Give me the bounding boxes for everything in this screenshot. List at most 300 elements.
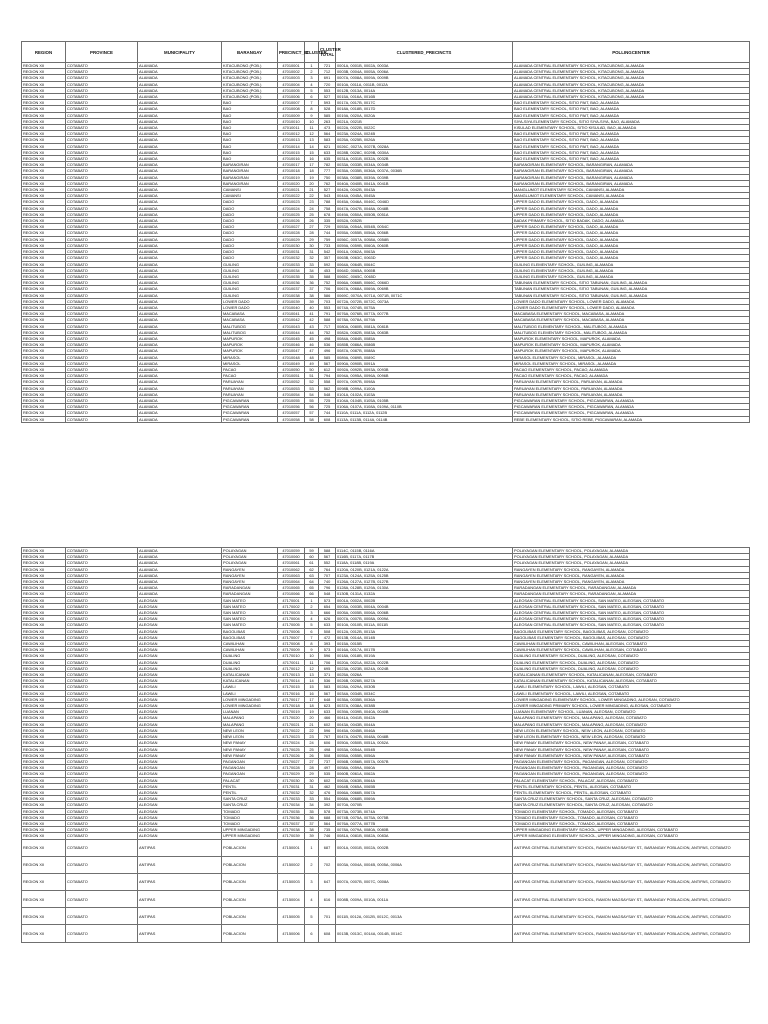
cell-cluster: 28 [305,765,319,771]
cell-precinct-id: 47170022 [278,727,305,733]
header-region: REGION [22,42,66,63]
cell-pollingcenter: LOWER DADO ELEMENTARY SCHOOL, LOWER DADO, ALAMADA [513,304,750,310]
cell-cluster-total: 593 [319,100,336,106]
cell-region: REGION XII [22,703,66,709]
cell-pollingcenter: ALAMADA CENTRAL ELEMENTARY SCHOOL, KITACUBONG, ALAMADA [513,75,750,81]
cell-pollingcenter: UPPER DADO ELEMENTARY SCHOOL, DADO, ALAMADA [513,249,750,255]
cell-clustered-precincts: 0035A, 0035B, 0036A, 0037A, 0036B [336,168,513,174]
cell-cluster: 27 [305,224,319,230]
cell-municipality: ALAMADA [138,379,222,385]
cell-barangay: KITACUBONG (POB.) [222,94,278,100]
cell-precinct-id: 47170023 [278,734,305,740]
header-cluster: CLUSTER [305,42,319,63]
cell-clustered-precincts: 0042A, 0042B, 0043A [336,187,513,193]
cell-barangay: LUANAN [222,709,278,715]
cell-pollingcenter: BAO ELEMENTARY SCHOOL, SITIO PAIT, BAO, ALAMADA [513,156,750,162]
cell-municipality: ALAMADA [138,131,222,137]
cell-clustered-precincts: 0017A, 0017B, 0017C [336,100,513,106]
cell-precinct-id: 47170010 [278,653,305,659]
cell-precinct-id: 47010065 [278,585,305,591]
cell-precinct-id: 47010033 [278,261,305,267]
cell-barangay: GUILING [222,261,278,267]
cell-clustered-precincts: 0114C, 0115B, 0116A [336,548,513,554]
cell-precinct-id: 47010018 [278,168,305,174]
cell-province: COTABATO [66,329,138,335]
cell-cluster: 25 [305,746,319,752]
cell-region: REGION XII [22,273,66,279]
cell-barangay: KITACUBONG (POB.) [222,87,278,93]
cell-barangay: SANTA CRUZ [222,802,278,808]
cell-cluster: 64 [305,579,319,585]
cell-region: REGION XII [22,585,66,591]
cell-barangay: NEW PANAY [222,752,278,758]
cell-municipality: ALAMADA [138,298,222,304]
cell-province: COTABATO [66,280,138,286]
cell-cluster: 5 [305,87,319,93]
cell-clustered-precincts: 0012B, 0013A, 0014A [336,87,513,93]
cell-cluster: 2 [305,69,319,75]
cell-barangay: PIGCAWARAN [222,404,278,410]
cell-pollingcenter: PARUAYAN ELEMENTARY SCHOOL, PARUAYAN, ALAMADA [513,385,750,391]
cell-region: REGION XII [22,373,66,379]
cell-clustered-precincts: 0078A, 0078A, 0079A [336,317,513,323]
cell-municipality: ALAMADA [138,118,222,124]
cell-region: REGION XII [22,696,66,702]
cell-precinct-id: 47010064 [278,579,305,585]
cell-pollingcenter: LOWER MINGADING PRIMARY SCHOOL, LOWER MINGADING, ALEOSAN, COTABATO [513,703,750,709]
cell-pollingcenter: UPPER DADO ELEMENTARY SCHOOL, DADO, ALAMADA [513,242,750,248]
cell-barangay: DADO [222,199,278,205]
cell-province: COTABATO [66,703,138,709]
cell-barangay: BAO [222,125,278,131]
cell-precinct-id: 47150004 [278,891,305,908]
cell-clustered-precincts: 0059A, 0059B, 0060A, 0060B [336,242,513,248]
cell-cluster: 2 [305,603,319,609]
cell-barangay: GUILING [222,267,278,273]
cell-barangay: POLAYAGAN [222,548,278,554]
cell-cluster-total: 357 [319,255,336,261]
cell-region: REGION XII [22,891,66,908]
cell-barangay: PIGCAWARAN [222,416,278,422]
cell-municipality: ALAMADA [138,94,222,100]
cell-barangay: MACABASA [222,311,278,317]
cell-barangay: NEW PANAY [222,746,278,752]
cell-barangay: POLAYAGAN [222,560,278,566]
cell-barangay: PAGANGAN [222,758,278,764]
cell-province: COTABATO [66,734,138,740]
cell-region: REGION XII [22,833,66,839]
cell-cluster: 7 [305,100,319,106]
cell-region: REGION XII [22,634,66,640]
cell-cluster-total: 588 [319,273,336,279]
cell-cluster-total: 740 [319,579,336,585]
cell-pollingcenter: ALAMADA CENTRAL ELEMENTARY SCHOOL, KITACUBONG, ALAMADA [513,87,750,93]
cell-province: COTABATO [66,342,138,348]
cell-barangay: DADO [222,236,278,242]
cell-precinct-id: 47170009 [278,647,305,653]
cell-cluster-total: 695 [319,665,336,671]
cell-region: REGION XII [22,672,66,678]
cell-clustered-precincts: 0020A, 0021A, 0022A, 0022B [336,659,513,665]
cell-precinct-id: 47010013 [278,137,305,143]
cell-pollingcenter: TOMADO ELEMENTARY SCHOOL, TOMADO, ALEOSAN, COTABATO [513,814,750,820]
cell-precinct-id: 47170037 [278,820,305,826]
cell-precinct-id: 47170001 [278,597,305,603]
cell-cluster: 16 [305,156,319,162]
cell-province: COTABATO [66,672,138,678]
cell-municipality: ALAMADA [138,224,222,230]
cell-pollingcenter: UPPER DADO ELEMENTARY SCHOOL, DADO, ALAMADA [513,255,750,261]
cell-clustered-precincts: 0085B, 0086A, 0086B [336,342,513,348]
cell-barangay: MALAPANG [222,721,278,727]
cell-pollingcenter: SIYA-SIYA ELEMENTARY SCHOOL, SITIO SIYA-SIYA, BAO, ALAMADA [513,118,750,124]
cell-pollingcenter: PACAO ELEMENTARY SCHOOL, PACAO, ALAMADA [513,373,750,379]
cell-barangay: DUALING [222,665,278,671]
cell-province: COTABATO [66,63,138,69]
cell-precinct-id: 47010005 [278,87,305,93]
cell-precinct-id: 47010049 [278,360,305,366]
cell-precinct-id: 47010012 [278,131,305,137]
cell-precinct-id: 47010036 [278,280,305,286]
cell-municipality: ALEOSAN [138,740,222,746]
cell-province: COTABATO [66,659,138,665]
cell-cluster-total: 701 [319,908,336,925]
cell-clustered-precincts: 0094A, 0095A, 0096A, 0096B [336,373,513,379]
cell-clustered-precincts: 0001A, 0001B, 0002A, 0002B [336,839,513,856]
cell-precinct-id: 47170026 [278,752,305,758]
cell-clustered-precincts: 0056C, 0057A, 0058A, 0058B [336,236,513,242]
cell-barangay: BAGOLIBAS [222,634,278,640]
cell-cluster-total: 602 [319,777,336,783]
cell-cluster: 44 [305,329,319,335]
cell-clustered-precincts: 0067A, 0068A, 0069A, 0069B [336,286,513,292]
cell-pollingcenter: ALAMADA CENTRAL ELEMENTARY SCHOOL, KITACUBONG, ALAMADA [513,69,750,75]
cell-province: COTABATO [66,311,138,317]
cell-pollingcenter: RANGAYEN ELEMENTARY SCHOOL, RANGAYEN, ALAMADA [513,566,750,572]
cell-clustered-precincts: 0007A, 0007B, 0007C, 0008A [336,873,513,890]
cell-municipality: ANTIPAS [138,839,222,856]
cell-cluster-total: 612 [319,366,336,372]
cell-cluster-total: 263 [319,118,336,124]
cell-cluster: 39 [305,298,319,304]
cell-province: COTABATO [66,554,138,560]
cell-province: COTABATO [66,137,138,143]
cell-cluster: 26 [305,752,319,758]
cell-clustered-precincts: 0015A, 0015B [336,641,513,647]
cell-cluster: 14 [305,143,319,149]
cell-clustered-precincts: 0050A, 0050B, 0051A, 0052A [336,740,513,746]
cell-cluster-total: 721 [319,63,336,69]
cell-province: COTABATO [66,597,138,603]
cell-region: REGION XII [22,317,66,323]
cell-municipality: ALAMADA [138,106,222,112]
cell-municipality: ALAMADA [138,230,222,236]
cell-cluster: 42 [305,317,319,323]
cell-region: REGION XII [22,193,66,199]
cell-cluster-total: 782 [319,162,336,168]
cell-barangay: LAWILI [222,690,278,696]
cell-province: COTABATO [66,572,138,578]
cell-clustered-precincts: 0116B, 0117A, 0117B [336,554,513,560]
cell-province: COTABATO [66,94,138,100]
cell-pollingcenter: MACABASA ELEMENTARY SCHOOL, MACABASA, ALAMADA [513,311,750,317]
cell-cluster: 23 [305,199,319,205]
cell-pollingcenter: CAWILIHAN ELEMENTARY SCHOOL, CAWILIHAN, ALEOSAN, COTABATO [513,641,750,647]
cell-cluster-total: 573 [319,647,336,653]
cell-province: COTABATO [66,856,138,873]
cell-province: COTABATO [66,634,138,640]
cell-pollingcenter: RARADANGAN ELEMENTARY SCHOOL, RARADANGAN, ALAMADA [513,585,750,591]
cell-province: COTABATO [66,118,138,124]
cell-municipality: ALEOSAN [138,622,222,628]
cell-precinct-id: 47170029 [278,771,305,777]
cell-cluster-total: 567 [319,690,336,696]
cell-province: COTABATO [66,249,138,255]
cell-municipality: ALEOSAN [138,783,222,789]
cell-barangay: BAO [222,118,278,124]
cell-cluster: 19 [305,174,319,180]
cell-precinct-id: 47010054 [278,391,305,397]
cell-precinct-id: 47170015 [278,684,305,690]
cell-cluster-total: 746 [319,833,336,839]
cell-municipality: ALEOSAN [138,796,222,802]
cell-province: COTABATO [66,727,138,733]
cell-clustered-precincts: 0078A, 0079A, 0080A, 0080B [336,827,513,833]
cell-municipality: ALAMADA [138,579,222,585]
cell-province: COTABATO [66,317,138,323]
cell-barangay: DADO [222,249,278,255]
cell-cluster-total: 729 [319,224,336,230]
cell-region: REGION XII [22,839,66,856]
cell-precinct-id: 47010031 [278,249,305,255]
cell-barangay: BAGOLIBAS [222,628,278,634]
cell-region: REGION XII [22,230,66,236]
cell-precinct-id: 47010043 [278,323,305,329]
cell-cluster-total: 393 [319,641,336,647]
cell-pollingcenter: LUANAN ELEMENTARY SCHOOL, LUANAN, ALEOSAN, COTABATO [513,709,750,715]
cell-region: REGION XII [22,610,66,616]
cell-precinct-id: 47170027 [278,758,305,764]
cell-municipality: ALAMADA [138,149,222,155]
cell-region: REGION XII [22,118,66,124]
cell-barangay: MAPUROK [222,335,278,341]
cell-municipality: ALAMADA [138,63,222,69]
cell-region: REGION XII [22,554,66,560]
cell-cluster-total: 621 [319,143,336,149]
cell-cluster-total: 562 [319,385,336,391]
cell-province: COTABATO [66,641,138,647]
cell-region: REGION XII [22,397,66,403]
cell-municipality: ANTIPAS [138,925,222,942]
cell-region: REGION XII [22,255,66,261]
cell-municipality: ALAMADA [138,416,222,422]
cell-barangay: PAGANGAN [222,765,278,771]
cell-pollingcenter: PARUAYAN ELEMENTARY SCHOOL, PARUAYAN, ALAMADA [513,391,750,397]
cell-barangay: LOWER MINGADING [222,696,278,702]
cell-cluster: 17 [305,162,319,168]
cell-province: COTABATO [66,808,138,814]
cell-municipality: ALEOSAN [138,672,222,678]
cell-cluster: 34 [305,802,319,808]
cell-region: REGION XII [22,149,66,155]
cell-municipality: ALEOSAN [138,653,222,659]
cell-barangay: PIGCAWARAN [222,397,278,403]
cell-pollingcenter: LAWILI ELEMENTARY SCHOOL, LAWILI, ALEOSAN, COTABATO [513,690,750,696]
cell-precinct-id: 47010053 [278,385,305,391]
cell-barangay: RARADANGAN [222,591,278,597]
cell-cluster: 21 [305,721,319,727]
cell-clustered-precincts: 0090A, 0090B, 0091A [336,360,513,366]
cell-region: REGION XII [22,100,66,106]
cell-clustered-precincts: 0074B, 0075A, 0075A, 0075B [336,814,513,820]
cell-pollingcenter: TOMADO ELEMENTARY SCHOOL, TOMADO, ALEOSAN, COTABATO [513,820,750,826]
cell-pollingcenter: NEW PANAY ELEMENTARY SCHOOL, NEW PANAY, ALEOSAN, COTABATO [513,740,750,746]
cell-province: COTABATO [66,709,138,715]
cell-clustered-precincts: 0081A, 0081B, 0082A, 0083A [336,833,513,839]
cell-cluster-total: 717 [319,323,336,329]
cell-pollingcenter: ANTIPAS CENTRAL ELEMENTARY SCHOOL, RAMON MAGSAYSAY ST., BARANGAY POBLACION, ANTIPAS, COTABATO [513,856,750,873]
cell-barangay: UPPER MINGADING [222,833,278,839]
cell-province: COTABATO [66,267,138,273]
cell-province: COTABATO [66,81,138,87]
cell-region: REGION XII [22,752,66,758]
cell-precinct-id: 47170004 [278,616,305,622]
cell-province: COTABATO [66,802,138,808]
cell-region: REGION XII [22,820,66,826]
cell-cluster-total: 564 [319,131,336,137]
cell-precinct-id: 47010046 [278,342,305,348]
cell-barangay: BARANGIRAN [222,168,278,174]
cell-barangay: PAGANGAN [222,771,278,777]
cell-clustered-precincts: 0044A, 0045A, 0045A [336,193,513,199]
cell-cluster: 45 [305,335,319,341]
cell-cluster-total: 592 [319,261,336,267]
cell-region: REGION XII [22,94,66,100]
cell-region: REGION XII [22,379,66,385]
cell-clustered-precincts: 0011B, 0012A, 0012B, 0012C, 0013A [336,908,513,925]
cell-province: COTABATO [66,335,138,341]
cell-province: COTABATO [66,404,138,410]
cell-cluster: 5 [305,622,319,628]
cell-region: REGION XII [22,665,66,671]
cell-precinct-id: 47170032 [278,789,305,795]
cell-barangay: PENTIL [222,789,278,795]
cell-precinct-id: 47150006 [278,925,305,942]
cell-precinct-id: 47010038 [278,292,305,298]
cell-precinct-id: 47150001 [278,839,305,856]
cell-cluster: 38 [305,292,319,298]
cell-municipality: ALEOSAN [138,634,222,640]
cell-precinct-id: 47010011 [278,125,305,131]
cell-clustered-precincts: 0047A, 0047B, 0048A, 0048B [336,734,513,740]
cell-municipality: ALEOSAN [138,802,222,808]
cell-barangay: PARUAYAN [222,379,278,385]
cell-precinct-id: 47010044 [278,329,305,335]
cell-cluster: 24 [305,205,319,211]
cell-region: REGION XII [22,572,66,578]
cell-precinct-id: 47010056 [278,404,305,410]
cell-barangay: DUALING [222,659,278,665]
cell-municipality: ALEOSAN [138,641,222,647]
cell-municipality: ALAMADA [138,329,222,335]
cell-cluster-total: 706 [319,286,336,292]
cell-cluster: 1 [305,597,319,603]
cell-precinct-id: 47010028 [278,230,305,236]
cell-clustered-precincts: 0028B, 0028C, 0029B, 0030A [336,149,513,155]
cell-cluster-total: 536 [319,678,336,684]
cell-municipality: ALAMADA [138,385,222,391]
cell-clustered-precincts: 0073A, 0073B, 0074A [336,808,513,814]
cell-cluster-total: 725 [319,404,336,410]
cell-barangay: PARUAYAN [222,385,278,391]
cell-cluster-total: 462 [319,783,336,789]
cell-clustered-precincts: 0101A, 0102A, 0103A [336,391,513,397]
cell-barangay: PACAO [222,373,278,379]
cell-precinct-id: 47010009 [278,112,305,118]
cell-clustered-precincts: 0060B, 0061A, 0062A [336,771,513,777]
table-row [22,908,750,925]
cell-municipality: ALEOSAN [138,721,222,727]
cell-region: REGION XII [22,796,66,802]
cell-pollingcenter: TABUNAN ELEMENTARY SCHOOL, SITIO TABUNAN, GUILING, ALAMADA [513,280,750,286]
cell-precinct-id: 47170030 [278,777,305,783]
cell-province: COTABATO [66,106,138,112]
cell-region: REGION XII [22,106,66,112]
cell-province: COTABATO [66,323,138,329]
cell-region: REGION XII [22,873,66,890]
cell-cluster: 29 [305,236,319,242]
cell-region: REGION XII [22,156,66,162]
cell-cluster: 2 [305,856,319,873]
cell-barangay: NEW PANAY [222,740,278,746]
cell-cluster-total: 762 [319,180,336,186]
cell-pollingcenter: UPPER MINGADING ELEMENTARY SCHOOL, UPPER MINGADING, ALEOSAN, COTABATO [513,827,750,833]
cell-cluster-total: 558 [319,379,336,385]
cell-barangay: SANTA CRUZ [222,796,278,802]
cell-clustered-precincts: 0058A, 0059A, 0060A [336,765,513,771]
cell-clustered-precincts: 0010A, 0011A, 0011B, 0012A [336,81,513,87]
cell-precinct-id: 47170012 [278,665,305,671]
cell-region: REGION XII [22,560,66,566]
cell-region: REGION XII [22,360,66,366]
cell-cluster: 17 [305,696,319,702]
cell-barangay: KITACUBONG (POB.) [222,63,278,69]
cell-municipality: ALEOSAN [138,808,222,814]
cell-clustered-precincts: 0035A, 0035B, 0036A [336,696,513,702]
cell-cluster-total: 635 [319,156,336,162]
cell-region: REGION XII [22,304,66,310]
cell-cluster: 50 [305,366,319,372]
cell-cluster: 6 [305,628,319,634]
cell-precinct-id: 47010052 [278,379,305,385]
cell-pollingcenter: DUALING ELEMENTARY SCHOOL, DUALING, ALEOSAN, COTABATO [513,659,750,665]
cell-clustered-precincts: 0080A, 0080B, 0081A, 0081B [336,323,513,329]
cell-cluster: 24 [305,740,319,746]
cell-region: REGION XII [22,765,66,771]
cell-cluster: 30 [305,242,319,248]
cell-precinct-id: 47010034 [278,267,305,273]
cell-precinct-id: 47010023 [278,199,305,205]
cell-region: REGION XII [22,653,66,659]
cell-cluster-total: 553 [319,87,336,93]
cell-cluster: 14 [305,678,319,684]
cell-region: REGION XII [22,143,66,149]
cell-precinct-id: 47170028 [278,765,305,771]
cell-cluster: 26 [305,218,319,224]
cell-municipality: ALAMADA [138,168,222,174]
cell-province: COTABATO [66,218,138,224]
cell-precinct-id: 47010039 [278,298,305,304]
